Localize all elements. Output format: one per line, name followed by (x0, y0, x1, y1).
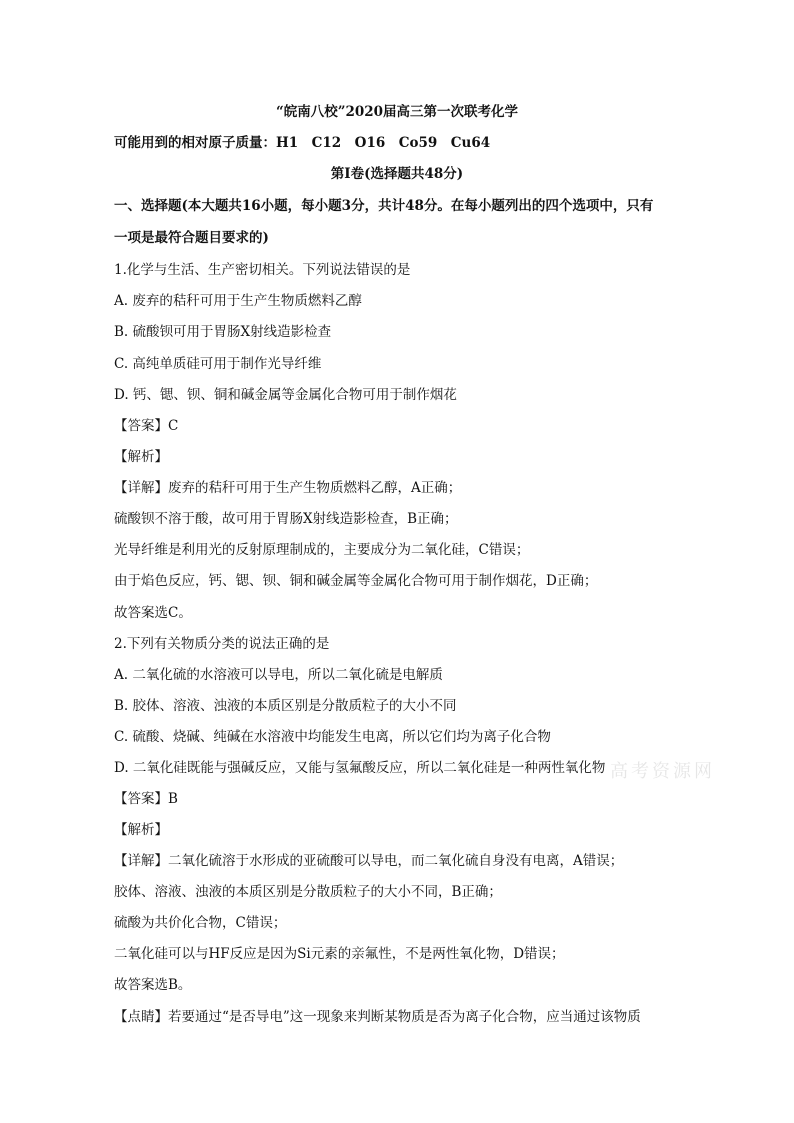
question-1-detail-1: 【详解】废弃的秸秆可用于生产生物质燃料乙醇，A正确； (114, 480, 462, 496)
question-2-conclusion: 故答案选B。 (114, 977, 192, 993)
question-1-conclusion: 故答案选C。 (114, 605, 192, 621)
question-2-option-b: B. 胶体、溶液、浊液的本质区别是分散质粒子的大小不同 (114, 698, 457, 714)
question-2-option-c: C. 硫酸、烧碱、纯碱在水溶液中均能发生电离，所以它们均为离子化合物 (114, 729, 551, 745)
question-1-option-d: D. 钙、锶、钡、铜和碱金属等金属化合物可用于制作烟花 (114, 387, 457, 403)
question-2-answer: 【答案】B (114, 791, 178, 807)
question-1-option-b: B. 硫酸钡可用于胃肠X射线造影检查 (114, 324, 332, 340)
question-1-detail-3: 光导纤维是利用光的反射原理制成的，主要成分为二氧化硅，C错误； (114, 542, 530, 558)
question-2-detail-2: 胶体、溶液、浊液的本质区别是分散质粒子的大小不同，B正确； (114, 884, 502, 900)
instructions-line-2: 一项是最符合题目要求的) (114, 230, 269, 246)
question-1-option-a: A. 废弃的秸秆可用于生产生物质燃料乙醇 (114, 293, 362, 309)
question-2-stem: 2.下列有关物质分类的说法正确的是 (114, 636, 330, 652)
question-2-analysis-label: 【解析】 (114, 822, 168, 838)
question-1-option-c: C. 高纯单质硅可用于制作光导纤维 (114, 356, 322, 372)
question-2-option-d: D. 二氧化硅既能与强碱反应，又能与氢氟酸反应，所以二氧化硅是一种两性氧化物 (114, 760, 606, 776)
section-heading: 第I卷(选择题共48分) (330, 166, 464, 182)
question-1-answer: 【答案】C (114, 418, 179, 434)
atomic-masses-line: 可能用到的相对原子质量：H1 C12 O16 Co59 Cu64 (114, 135, 491, 151)
instructions-line-1: 一、选择题(本大题共16小题，每小题3分，共计48分。在每小题列出的四个选项中，只有 (114, 198, 654, 214)
question-2-detail-4: 二氧化硅可以与HF反应是因为Si元素的亲氟性，不是两性氧化物，D错误； (114, 946, 565, 962)
question-2-detail-1: 【详解】二氧化硫溶于水形成的亚硫酸可以导电，而二氧化硫自身没有电离，A错误； (114, 853, 624, 869)
question-1-detail-4: 由于焰色反应，钙、锶、钡、铜和碱金属等金属化合物可用于制作烟花，D正确； (114, 573, 598, 589)
question-2-detail-3: 硫酸为共价化合物，C错误； (114, 915, 287, 931)
question-1-detail-2: 硫酸钡不溶于酸，故可用于胃肠X射线造影检查，B正确； (114, 511, 458, 527)
question-2-option-a: A. 二氧化硫的水溶液可以导电，所以二氧化硫是电解质 (114, 667, 443, 683)
question-1-stem: 1.化学与生活、生产密切相关。下列说法错误的是 (114, 262, 411, 278)
question-2-tip: 【点睛】若要通过“是否导电”这一现象来判断某物质是否为离子化合物，应当通过该物质 (114, 1009, 641, 1025)
page-title: “皖南八校”2020届高三第一次联考化学 (275, 104, 519, 120)
question-1-analysis-label: 【解析】 (114, 449, 168, 465)
watermark-logo: 高考资源网 (610, 761, 715, 782)
